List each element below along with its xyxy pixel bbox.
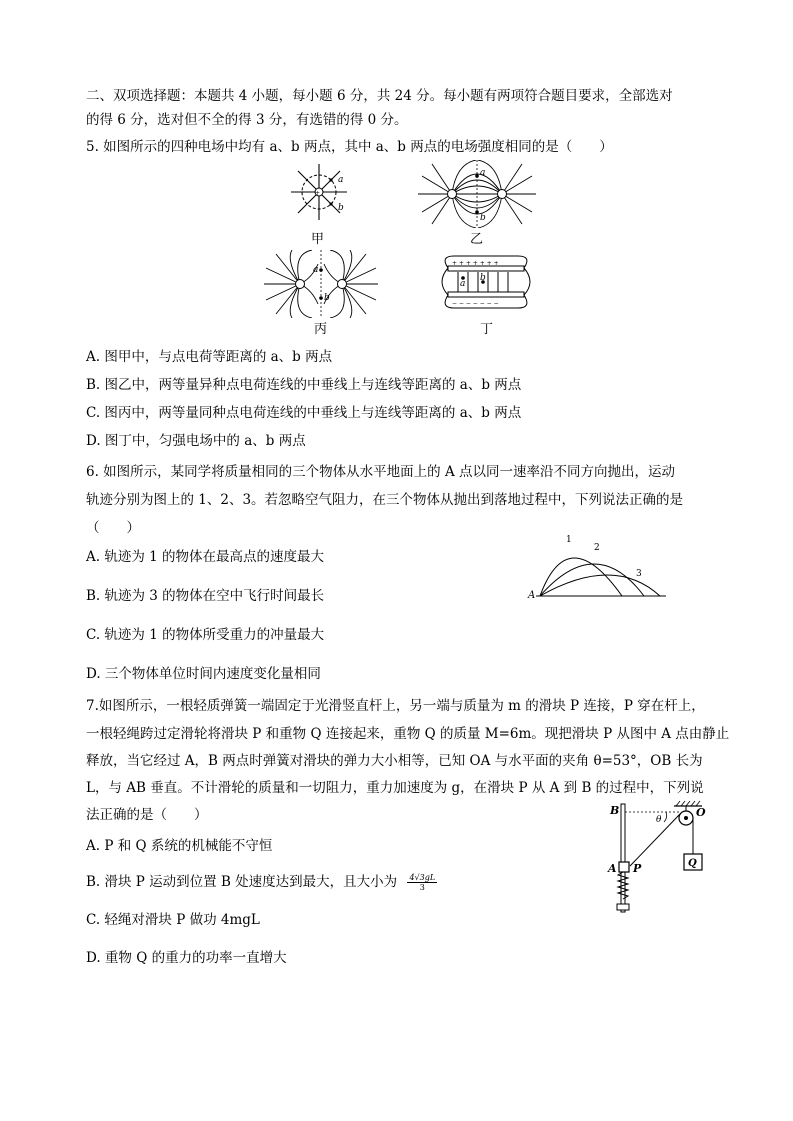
q5-label-jia: 甲: [311, 232, 325, 247]
q5-jia-label-a: a: [338, 175, 344, 185]
q5-jia-label-b: b: [338, 203, 344, 213]
q5-option-b: B. 图乙中，两等量异种点电荷连线的中垂线上与连线等距离的 a、b 两点: [86, 377, 522, 393]
q6-label-2: 2: [594, 543, 600, 553]
q5-figure-ding: [434, 252, 538, 314]
q7-option-b-numerator: 4√3gL: [409, 873, 436, 882]
q7-stem-line2: 一根轻绳跨过定滑轮将滑块 P 和重物 Q 连接起来，重物 Q 的质量 M=6m。现把滑块 P 从图中 A 点由静止: [86, 726, 730, 742]
q6-stem-line1: 6. 如图所示，某同学将质量相同的三个物体从水平地面上的 A 点以同一速率沿不同方向抛出，运动: [86, 464, 676, 480]
q7-option-a: A. P 和 Q 系统的机械能不守恒: [86, 838, 273, 854]
q7-pulley-figure: [606, 796, 710, 914]
q5-label-yi: 乙: [470, 232, 484, 247]
q7-label-O: O: [696, 806, 706, 819]
q5-figure-jia: [286, 162, 352, 228]
q5-bing-label-a: a: [313, 265, 319, 275]
q5-yi-label-a: a: [480, 168, 486, 178]
q7-stem-line5: 法正确的是（ ）: [86, 807, 208, 823]
q7-label-P: P: [633, 862, 642, 875]
q7-label-B: B: [610, 804, 620, 817]
q7-option-b-denominator: 3: [419, 883, 425, 892]
q5-figure-bing: [262, 250, 380, 318]
q5-ding-label-a: a: [460, 279, 466, 289]
section-heading-line1: 二、双项选择题：本题共 4 小题，每小题 6 分，共 24 分。每小题有两项符合题目要求，全部选对: [86, 88, 673, 104]
q5-ding-label-b: b: [480, 273, 486, 283]
q5-stem: 5. 如图所示的四种电场中均有 a、b 两点，其中 a、b 两点的电场强度相同的是（ ）: [86, 139, 613, 155]
q7-option-d: D. 重物 Q 的重力的功率一直增大: [86, 950, 287, 966]
q5-figure-yi: [416, 160, 538, 228]
q7-option-b-fraction: [407, 873, 437, 892]
q7-option-c: C. 轻绳对滑块 P 做功 4mgL: [86, 912, 260, 928]
q7-stem-line4: L，与 AB 垂直。不计滑轮的质量和一切阻力，重力加速度为 g，在滑块 P 从 A 到 B 的过程中，下列说: [86, 780, 704, 796]
svg-text:− − − − − − −: − − − − − − −: [452, 300, 499, 307]
q6-option-d: D. 三个物体单位时间内速度变化量相同: [86, 666, 321, 682]
svg-text:+: +: [315, 190, 321, 197]
q5-option-a: A. 图甲中，与点电荷等距离的 a、b 两点: [86, 349, 333, 365]
q7-label-Q: Q: [688, 858, 697, 869]
q6-label-1: 1: [566, 535, 572, 545]
q6-label-A: A: [528, 590, 536, 601]
q5-label-bing: 丙: [314, 322, 328, 337]
q7-stem-line3: 释放，当它经过 A，B 两点时弹簧对滑块的弹力大小相等，已知 OA 与水平面的夹角 θ=53°，OB 长为: [86, 753, 703, 769]
q6-option-c: C. 轨迹为 1 的物体所受重力的冲量最大: [86, 627, 325, 643]
q7-label-A: A: [608, 862, 617, 875]
q5-option-c: C. 图丙中，两等量同种点电荷连线的中垂线上与连线等距离的 a、b 两点: [86, 405, 522, 421]
q7-option-b-text: B. 滑块 P 运动到位置 B 处速度达到最大，且大小为: [86, 874, 398, 890]
q6-label-3: 3: [636, 569, 642, 579]
q6-trajectory-figure: [526, 532, 672, 602]
q7-label-theta: θ: [656, 815, 662, 825]
q5-label-ding: 丁: [480, 322, 494, 337]
section-heading-line2: 的得 6 分，选对但不全的得 3 分，有选错的得 0 分。: [86, 112, 408, 128]
q6-stem-line3: （ ）: [86, 520, 140, 536]
q7-stem-line1: 7.如图所示，一根轻质弹簧一端固定于光滑竖直杆上，另一端与质量为 m 的滑块 P 连接，P 穿在杆上，: [86, 698, 705, 714]
q7-option-b: [86, 872, 437, 892]
q5-yi-label-b: b: [480, 213, 486, 223]
q5-option-d: D. 图丁中，匀强电场中的 a、b 两点: [86, 433, 306, 449]
q6-option-b: B. 轨迹为 3 的物体在空中飞行时间最长: [86, 588, 325, 604]
q6-option-a: A. 轨迹为 1 的物体在最高点的速度最大: [86, 549, 325, 565]
svg-text:+ + + + + + +: + + + + + + +: [452, 260, 499, 267]
q5-bing-label-b: b: [324, 293, 330, 303]
q6-stem-line2: 轨迹分别为图上的 1、2、3。若忽略空气阻力，在三个物体从抛出到落地过程中，下列说法正确的是: [86, 492, 684, 508]
